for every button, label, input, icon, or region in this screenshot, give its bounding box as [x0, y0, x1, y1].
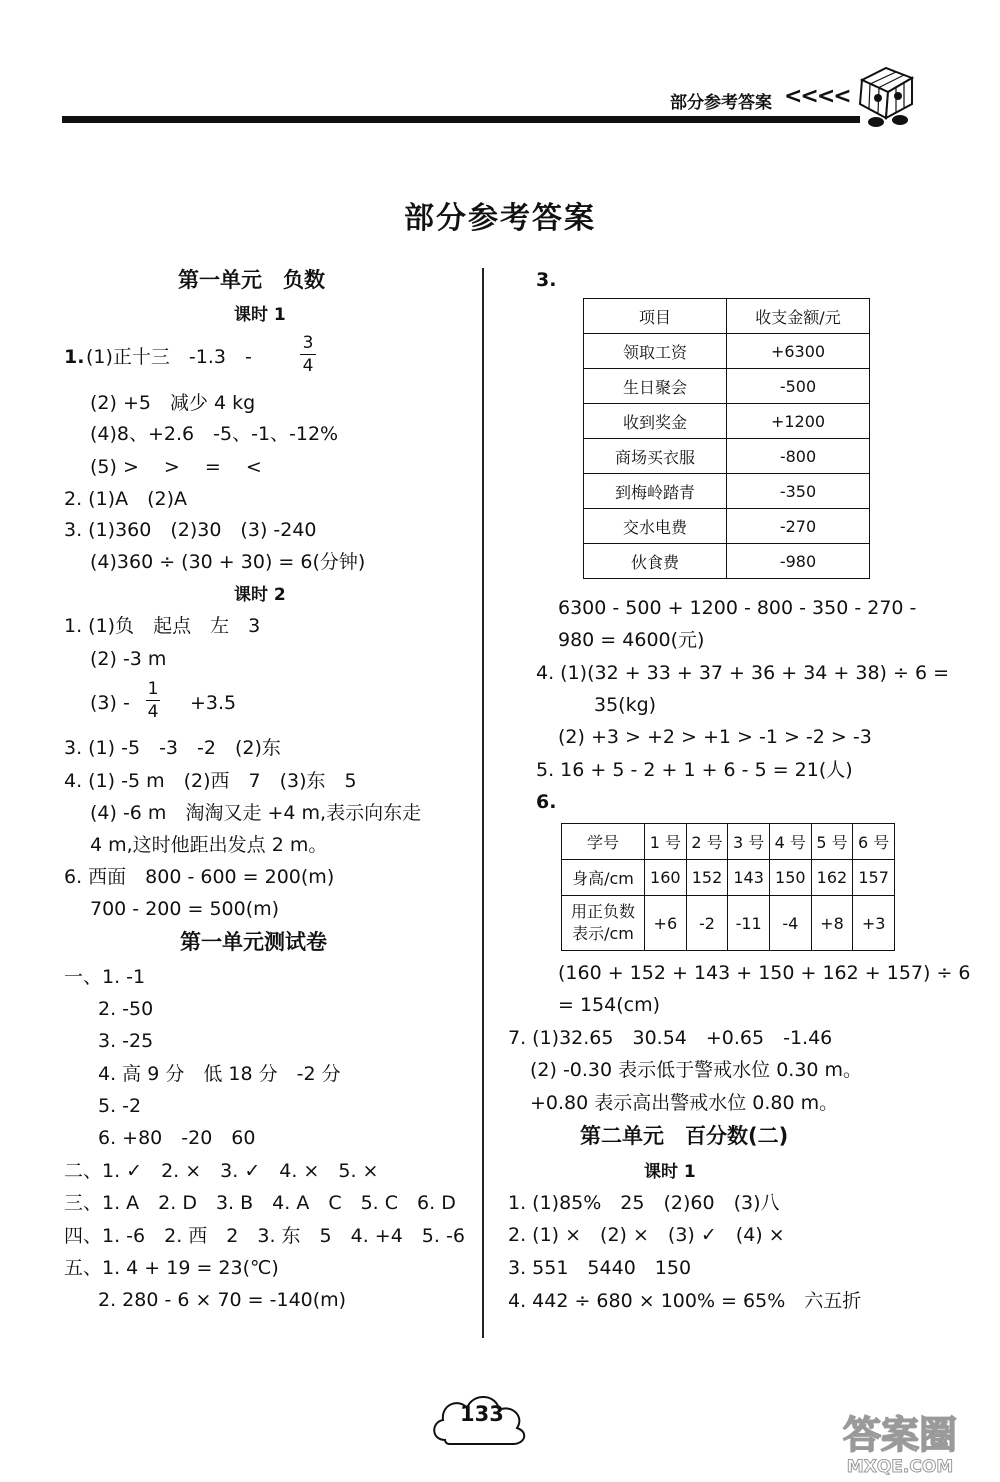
unit1-test-title: 第一单元测试卷 — [180, 930, 327, 954]
table-cell: 交水电费 — [584, 509, 727, 544]
row-label-line1: 用正负数 — [570, 902, 635, 921]
table-cell: -800 — [727, 439, 870, 474]
table-cell: -4 — [769, 896, 811, 951]
table-cell: -980 — [727, 544, 870, 579]
l2-q6: 6. 西面 800 - 600 = 200(m) — [64, 866, 335, 888]
unit2-title: 第二单元 百分数(二) — [580, 1124, 789, 1148]
l2-q1-part3-value: +3.5 — [190, 692, 237, 714]
r-q4-part2: (2) +3 > +2 > +1 > -1 > -2 > -3 — [558, 726, 872, 748]
table-header-row — [562, 824, 895, 860]
table-cell: 160 — [645, 860, 687, 896]
table-header-cell: 项目 — [584, 299, 727, 334]
table-row — [584, 334, 870, 369]
row-label-line2: 表示/cm — [572, 924, 634, 943]
t1-q5: 5. -2 — [98, 1095, 142, 1117]
r-q5: 5. 16 + 5 - 2 + 1 + 6 - 5 = 21(人) — [536, 759, 853, 781]
table-row-label — [562, 896, 645, 951]
table-cell: 157 — [853, 860, 895, 896]
l1-q1-part5: (5) > > = < — [90, 456, 262, 478]
l2-q3: 3. (1) -5 -3 -2 (2)东 — [64, 737, 281, 759]
fraction-denominator: 4 — [147, 702, 159, 722]
table-cell: -2 — [686, 896, 728, 951]
table-cell: 伙食费 — [584, 544, 727, 579]
l1-q2: 2. (1)A (2)A — [64, 488, 187, 510]
table-header-cell: 2 号 — [686, 824, 728, 860]
table-header-cell: 收支金额/元 — [727, 299, 870, 334]
u2-q1: 1. (1)85% 25 (2)60 (3)八 — [508, 1192, 780, 1214]
l1-q3: 3. (1)360 (2)30 (3) -240 — [64, 519, 317, 541]
r-q3-calc-line2: 980 = 4600(元) — [558, 629, 705, 651]
lesson2-heading: 课时 2 — [234, 585, 286, 605]
watermark-url: MXQE.COM — [846, 1457, 954, 1476]
income-expense-table — [583, 298, 870, 579]
r-q4-line1: 4. (1)(32 + 33 + 37 + 36 + 34 + 38) ÷ 6 = — [536, 662, 950, 684]
watermark-logo — [810, 1408, 990, 1476]
table-header-cell: 学号 — [562, 824, 645, 860]
r-q6-number: 6. — [536, 791, 557, 813]
table-cell: 商场买衣服 — [584, 439, 727, 474]
l2-q1-part3: (3) - — [90, 692, 130, 714]
l2-q4-part4b: 4 m,这时他距出发点 2 m。 — [90, 834, 328, 856]
unit1-title: 第一单元 负数 — [178, 268, 325, 292]
fraction-3-4 — [300, 334, 316, 375]
r-q7-line2: (2) -0.30 表示低于警戒水位 0.30 m。 — [530, 1059, 863, 1081]
table-header-cell: 1 号 — [645, 824, 687, 860]
t5-q1: 五、1. 4 + 19 = 23(℃) — [64, 1257, 279, 1279]
r-q7-line3: +0.80 表示高出警戒水位 0.80 m。 — [530, 1092, 839, 1114]
table-cell: -350 — [727, 474, 870, 509]
u2-q4: 4. 442 ÷ 680 × 100% = 65% 六五折 — [508, 1290, 862, 1312]
t1-q3: 3. -25 — [98, 1030, 154, 1052]
fraction-bar — [146, 700, 160, 701]
table-row — [584, 474, 870, 509]
l1-q1-line: (1)正十三 -1.3 - — [86, 346, 252, 368]
table-cell: 150 — [769, 860, 811, 896]
l2-q1: 1. (1)负 起点 左 3 — [64, 615, 261, 637]
u2-q2: 2. (1) × (2) × (3) ✓ (4) × — [508, 1224, 785, 1246]
header-chevrons: <<<< — [784, 84, 850, 109]
t1-q2: 2. -50 — [98, 998, 154, 1020]
table-row-label: 身高/cm — [562, 860, 645, 896]
t2-row: 二、1. ✓ 2. × 3. ✓ 4. × 5. × — [64, 1160, 379, 1182]
l1-q3-part4: (4)360 ÷ (30 + 30) = 6(分钟) — [90, 551, 366, 573]
table-cell: 收到奖金 — [584, 404, 727, 439]
t3-row: 三、1. A 2. D 3. B 4. A C 5. C 6. D — [64, 1192, 456, 1214]
page-title: 部分参考答案 — [404, 201, 596, 236]
fraction-denominator: 4 — [302, 356, 314, 376]
table-header-cell: 3 号 — [728, 824, 770, 860]
l2-q4: 4. (1) -5 m (2)西 7 (3)东 5 — [64, 770, 357, 792]
table-cell: -11 — [728, 896, 770, 951]
t1-q1: 一、1. -1 — [64, 966, 146, 988]
l2-q6-line2: 700 - 200 = 500(m) — [90, 898, 280, 920]
r-q3-number: 3. — [536, 269, 557, 291]
table-row — [562, 896, 895, 951]
r-q6-calc-line2: = 154(cm) — [558, 994, 661, 1016]
fraction-bar — [300, 354, 316, 355]
table-header-cell: 5 号 — [811, 824, 853, 860]
header-rule — [62, 116, 860, 123]
r-q6-calc-line1: (160 + 152 + 143 + 150 + 162 + 157) ÷ 6 — [558, 962, 971, 984]
table-cell: -500 — [727, 369, 870, 404]
table-row — [584, 509, 870, 544]
l1-q1-part2: (2) +5 减少 4 kg — [90, 392, 256, 414]
l1-q1-number: 1. — [64, 346, 85, 368]
fraction-numerator: 3 — [302, 333, 314, 353]
watermark-text: 答案圈 — [842, 1413, 958, 1457]
table-header-cell: 6 号 — [853, 824, 895, 860]
table-cell: +1200 — [727, 404, 870, 439]
table-header-row — [584, 299, 870, 334]
height-table — [561, 823, 895, 951]
t1-q6: 6. +80 -20 60 — [98, 1127, 256, 1149]
table-cell: +3 — [853, 896, 895, 951]
l1-q1-part4: (4)8、+2.6 -5、-1、-12% — [90, 423, 339, 445]
u2-lesson1-heading: 课时 1 — [644, 1162, 696, 1182]
column-divider — [482, 268, 484, 1338]
table-row — [584, 369, 870, 404]
table-cell: -270 — [727, 509, 870, 544]
rubik-cube-logo — [852, 62, 922, 128]
table-cell: +6300 — [727, 334, 870, 369]
table-cell: 143 — [728, 860, 770, 896]
table-row — [584, 404, 870, 439]
table-cell: +8 — [811, 896, 853, 951]
table-cell: +6 — [645, 896, 687, 951]
l2-q4-part4a: (4) -6 m 淘淘又走 +4 m,表示向东走 — [90, 802, 422, 824]
t5-q2: 2. 280 - 6 × 70 = -140(m) — [98, 1289, 347, 1311]
table-row — [562, 860, 895, 896]
r-q3-calc-line1: 6300 - 500 + 1200 - 800 - 350 - 270 - — [558, 597, 917, 619]
header-title: 部分参考答案 — [670, 93, 772, 113]
table-cell: 152 — [686, 860, 728, 896]
table-row — [584, 439, 870, 474]
table-header-cell: 4 号 — [769, 824, 811, 860]
r-q4-line2: 35(kg) — [594, 694, 657, 716]
l2-q1-part2: (2) -3 m — [90, 648, 167, 670]
table-cell: 领取工资 — [584, 334, 727, 369]
t1-q4: 4. 高 9 分 低 18 分 -2 分 — [98, 1063, 341, 1085]
table-cell: 到梅岭踏青 — [584, 474, 727, 509]
r-q7-line1: 7. (1)32.65 30.54 +0.65 -1.46 — [508, 1027, 833, 1049]
t4-row: 四、1. -6 2. 西 2 3. 东 5 4. +4 5. -6 — [64, 1225, 465, 1247]
table-cell: 162 — [811, 860, 853, 896]
lesson1-heading: 课时 1 — [234, 305, 286, 325]
fraction-numerator: 1 — [147, 679, 159, 699]
u2-q3: 3. 551 5440 150 — [508, 1257, 692, 1279]
table-cell: 生日聚会 — [584, 369, 727, 404]
fraction-1-4 — [146, 680, 160, 721]
table-row — [584, 544, 870, 579]
page-number: 133 — [460, 1402, 504, 1426]
